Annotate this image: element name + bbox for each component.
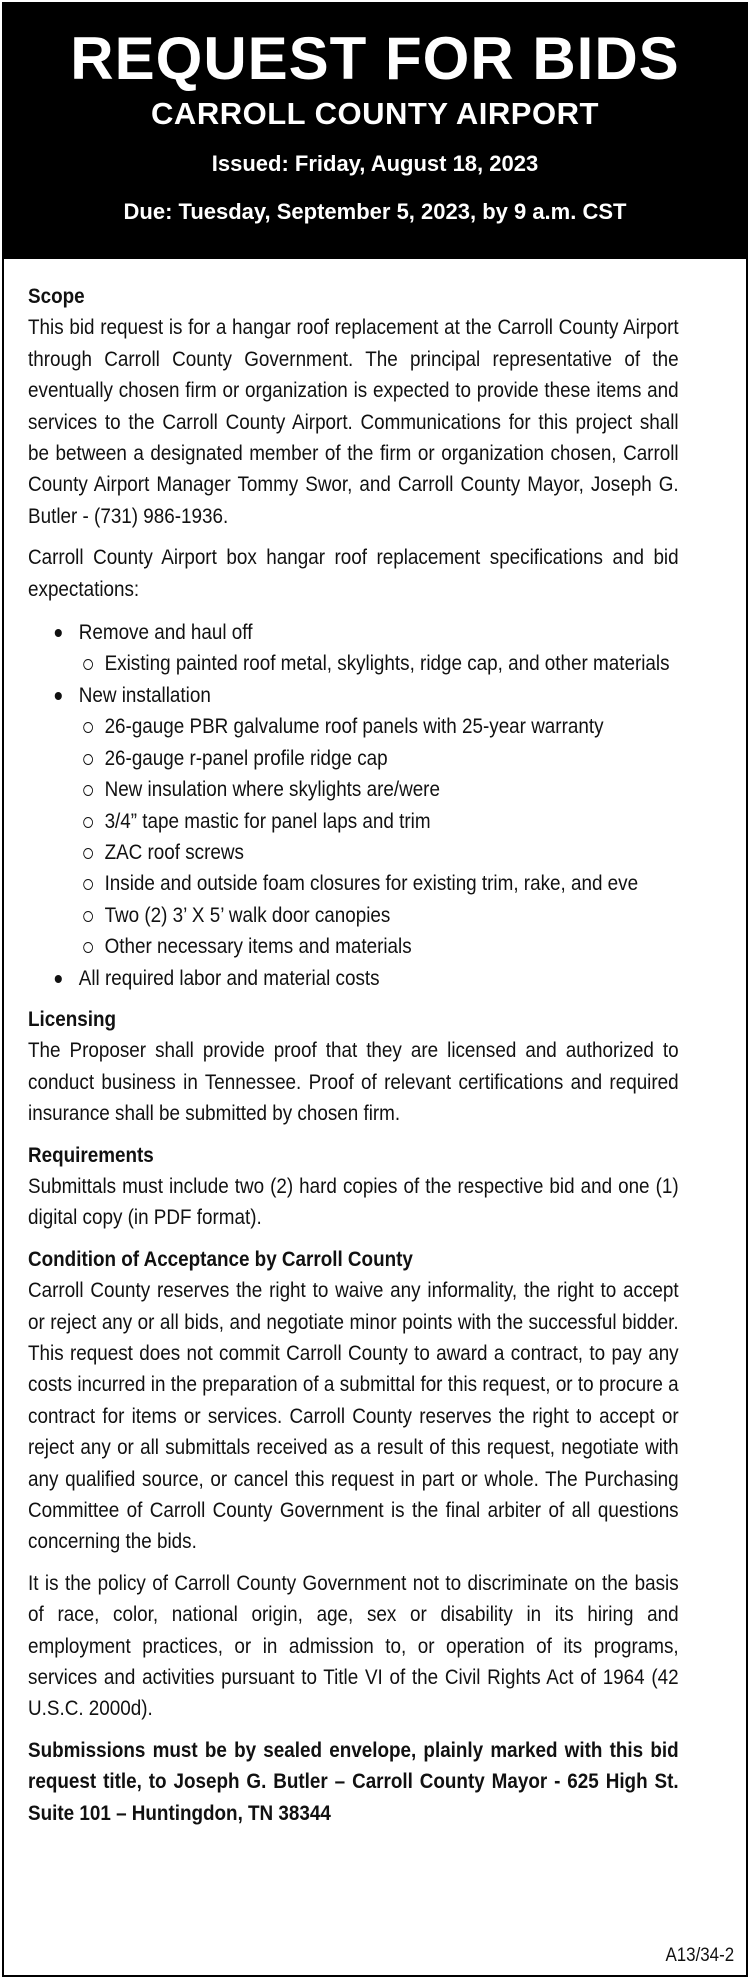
list-item-label: All required labor and material costs: [78, 966, 380, 990]
sub-list-item: Existing painted roof metal, skylights, ridge cap, and other materials: [79, 648, 679, 679]
submission-instructions: Submissions must be by sealed envelope, plainly marked with this bid request title, to Joseph G. Butler – Carroll County Mayor - 625 High St. Suite 101 – Huntingdon, TN 38344: [28, 1738, 679, 1825]
list-item-label: New installation: [78, 683, 211, 707]
notice-subtitle: CARROLL COUNTY AIRPORT: [151, 96, 599, 131]
licensing-text: The Proposer shall provide proof that they are licensed and authorized to conduct business in Tennessee. Proof of relevant certifications and required insurance shall be submitted by chosen firm.: [28, 1039, 679, 1126]
sub-list-item: New insulation where skylights are/were: [79, 774, 679, 805]
list-item: [28, 963, 679, 994]
sub-list-item: ZAC roof screws: [79, 837, 679, 868]
list-item: [28, 617, 679, 680]
specifications-list: [28, 617, 679, 994]
sub-list-item: 3/4” tape mastic for panel laps and trim: [79, 806, 679, 837]
sub-list: [79, 648, 679, 679]
issued-date: Issued: Friday, August 18, 2023: [211, 151, 539, 176]
sub-list: [79, 711, 679, 962]
notice-title: REQUEST FOR BIDS: [70, 25, 680, 92]
sub-list-item: 26-gauge PBR galvalume roof panels with 25-year warranty: [79, 711, 679, 742]
sub-list-item: 26-gauge r-panel profile ridge cap: [79, 743, 679, 774]
nondiscrimination-paragraph: It is the policy of Carroll County Government not to discriminate on the basis of race, color, national origin, age, sex or disability in its hiring and employment practices, or in admission to, or operation of its programs, services and activities pursuant to Title VI of the Civil Rights Act of 1964 (42 U.S.C. 2000d).: [28, 1571, 679, 1721]
specifications-intro: Carroll County Airport box hangar roof replacement specifications and bid expectations:: [28, 546, 679, 601]
scope-heading: Scope: [28, 285, 85, 308]
sub-list-item: Other necessary items and materials: [79, 931, 679, 962]
acceptance-heading: Condition of Acceptance by Carroll County: [28, 1247, 413, 1271]
legal-notice-ad: [2, 2, 748, 1977]
due-date: Due: Tuesday, September 5, 2023, by 9 a.m. CST: [123, 199, 627, 224]
requirements-text: Submittals must include two (2) hard copies of the respective bid and one (1) digital copy (in PDF format).: [28, 1174, 679, 1230]
acceptance-paragraph: Carroll County reserves the right to waive any informality, the right to accept or reject any or all bids, and negotiate minor points with the successful bidder. This request does not commit Carroll County to award a contract, to pay any costs incurred in the preparation of a submittal for this request, or to procure a contract for items or services. Carroll County reserves the right to accept or reject any or all submittals received as a result of this request, negotiate with any qualified source, or cancel this request in part or whole. The Purchasing Committee of Carroll County Government is the final arbiter of all questions concerning the bids.: [28, 1279, 679, 1554]
notice-body: [4, 259, 703, 1829]
scope-paragraph: This bid request is for a hangar roof replacement at the Carroll County Airport through Carroll County Government. The principal representative of the eventually chosen firm or organization is expected to provide these items and services to the Carroll County Airport. Communications for this project shall be between a designated member of the firm or organization chosen, Carroll County Airport Manager Tommy Swor, and Carroll County Mayor, Joseph G. Butler - (731) 986-1936.: [28, 316, 679, 528]
requirements-heading: Requirements: [28, 1143, 154, 1167]
ad-code: A13/34-2: [665, 1945, 734, 1966]
sub-list-item: Inside and outside foam closures for existing trim, rake, and eve: [79, 868, 679, 899]
licensing-heading: Licensing: [28, 1007, 117, 1031]
notice-header: [4, 4, 746, 259]
list-item: [28, 680, 679, 963]
sub-list-item: Two (2) 3’ X 5’ walk door canopies: [79, 900, 679, 931]
list-item-label: Remove and haul off: [78, 621, 253, 645]
